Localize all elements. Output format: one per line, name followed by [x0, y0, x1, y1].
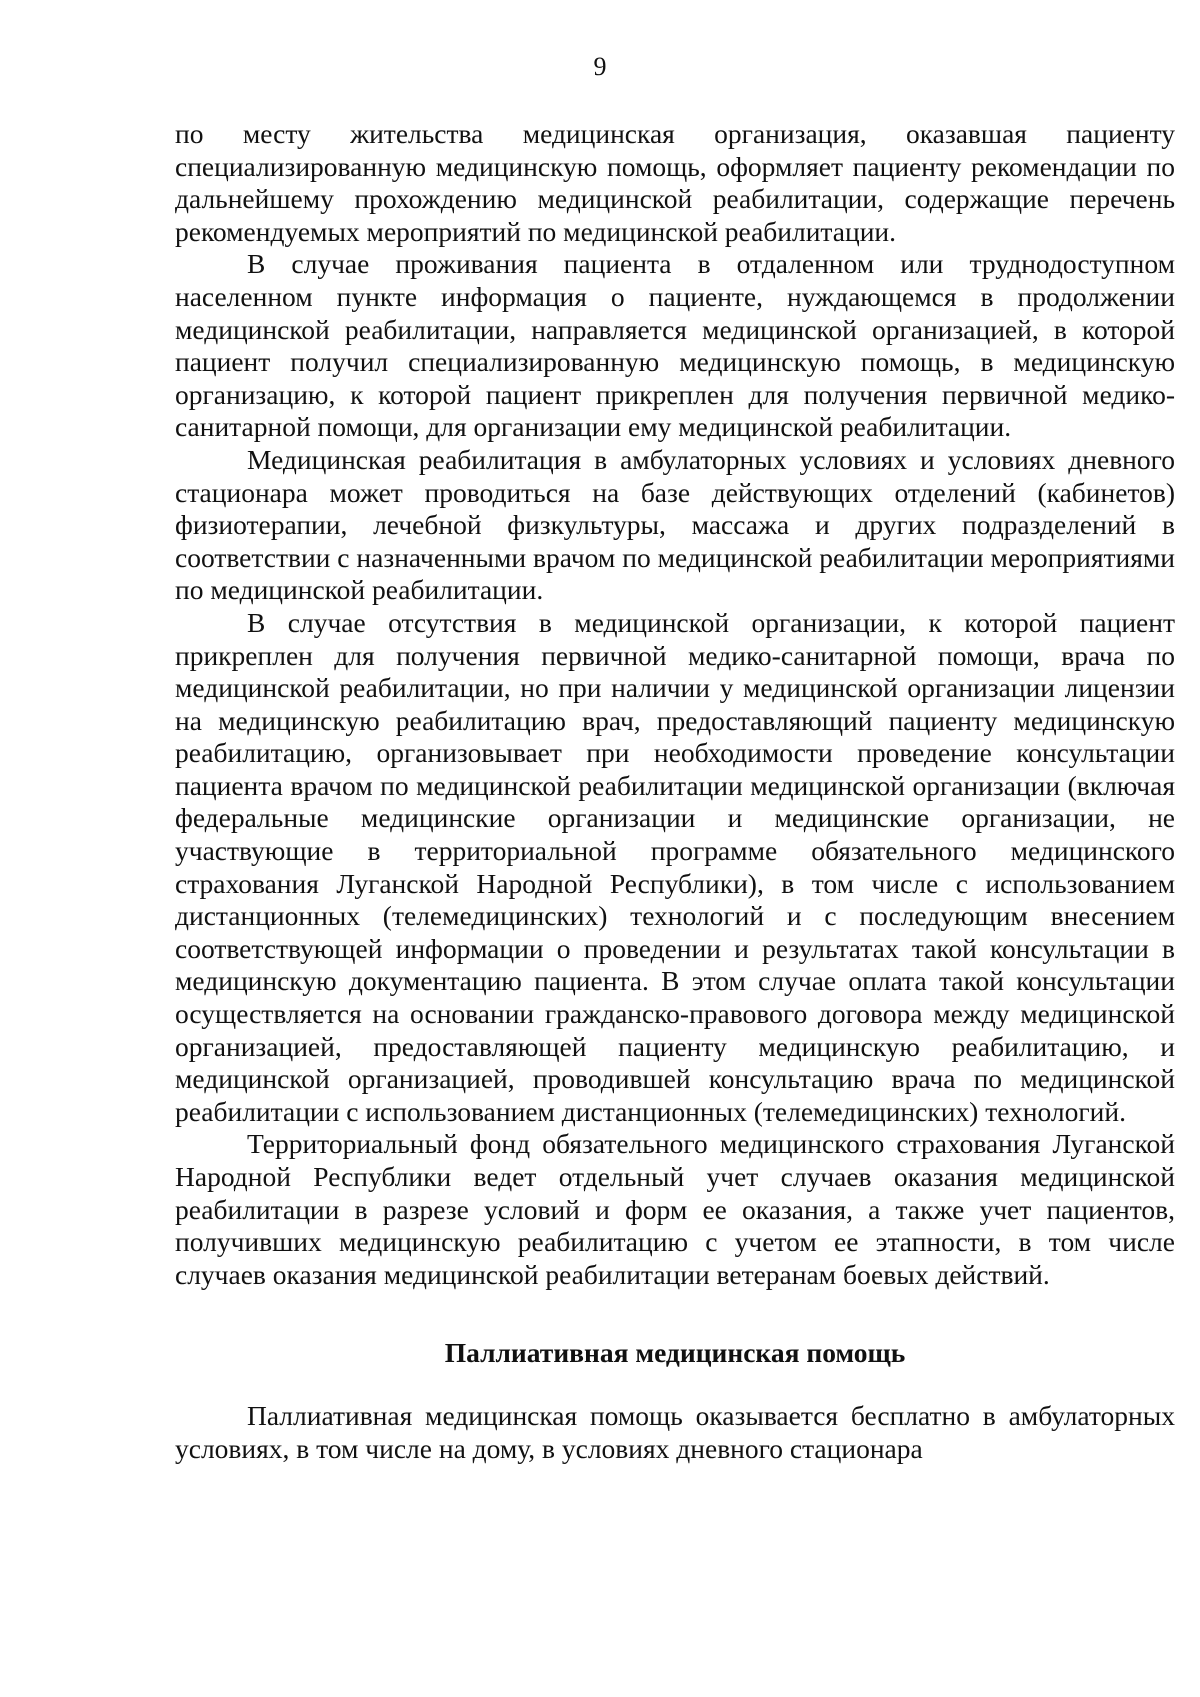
paragraph-consultation: В случае отсутствия в медицинской организации, к которой пациент прикреплен для получения первичной медико-санитарной помощи, врача по медицинской реабилитации, но при наличии у медицинской организации лицензии на медицинскую реабилитацию врач, предоставляющий пациенту медицинскую реабилитацию, организовывает при необходимости проведение консультации пациента врачом по медицинской реабилитации медицинской организации (включая федеральные медицинские организации и медицинские организации, не участвующие в территориальной программе обязательного медицинского страхования Луганской Народной Республики), в том числе с использованием дистанционных (телемедицинских) технологий и с последующим внесением соответствующей информации о проведении и результатах такой консультации в медицинскую документацию пациента. В этом случае оплата такой консультации осуществляется на основании гражданско-правового договора между медицинской организацией, предоставляющей пациенту медицинскую реабилитацию, и медицинской организацией, проводившей консультацию врача по медицинской реабилитации с использованием дистанционных (телемедицинских) технологий. — [175, 606, 1175, 1127]
paragraph-remote-settlement: В случае проживания пациента в отдаленном или труднодоступном населенном пункте информация о пациенте, нуждающемся в продолжении медицинской реабилитации, направляется медицинской организацией, в которой пациент получил специализированную медицинскую помощь, в медицинскую организацию, к которой пациент прикреплен для получения первичной медико-санитарной помощи, для организации ему медицинской реабилитации. — [175, 248, 1175, 443]
paragraph-continuation: по месту жительства медицинская организация, оказавшая пациенту специализированную медицинскую помощь, оформляет пациенту рекомендации по дальнейшему прохождению медицинской реабилитации, содержащие перечень рекомендуемых мероприятий по медицинской реабилитации. — [175, 118, 1175, 247]
paragraph-fund-accounting: Территориальный фонд обязательного медицинского страхования Луганской Народной Республики ведет отдельный учет случаев оказания медицинской реабилитации в разрезе условий и форм ее оказания, а также учет пациентов, получивших медицинскую реабилитацию с учетом ее этапности, в том числе случаев оказания медицинской реабилитации ветеранам боевых действий. — [175, 1128, 1175, 1290]
paragraph-palliative-intro: Паллиативная медицинская помощь оказывается бесплатно в амбулаторных условиях, в том числе на дому, в условиях дневного стационара — [175, 1399, 1175, 1464]
document-body — [175, 118, 1175, 1465]
paragraph-outpatient-rehab: Медицинская реабилитация в амбулаторных условиях и условиях дневного стационара может проводиться на базе действующих отделений (кабинетов) физиотерапии, лечебной физкультуры, массажа и других подразделений в соответствии с назначенными врачом по медицинской реабилитации мероприятиями по медицинской реабилитации. — [175, 443, 1175, 606]
section-heading: Паллиативная медицинская помощь — [444, 1337, 906, 1369]
page-number: 9 — [593, 52, 607, 81]
